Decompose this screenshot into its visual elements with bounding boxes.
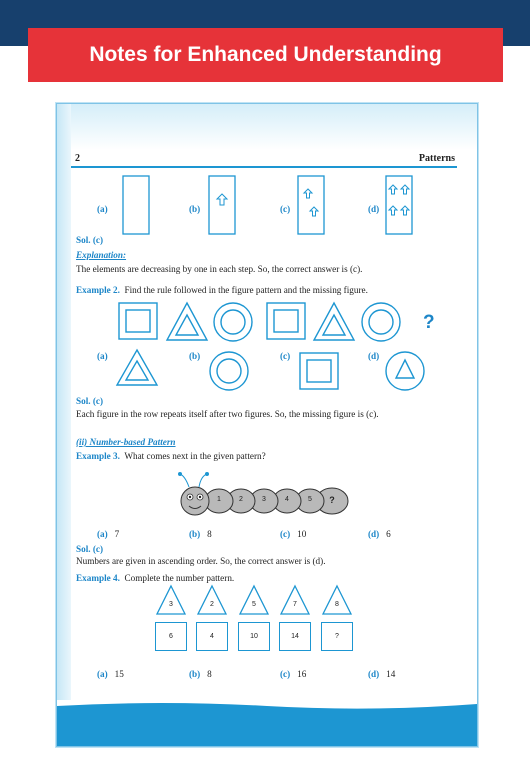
header-rule	[71, 166, 457, 168]
ex4-square-4: 14	[279, 622, 311, 651]
pattern-shape-2-triangle	[164, 300, 210, 344]
ex4-option-b: (b) 8	[189, 669, 212, 679]
ex4-square-2: 4	[196, 622, 228, 651]
caterpillar-number-4: 4	[285, 496, 289, 503]
page-top-gradient	[57, 104, 477, 150]
pattern-shape-1-square	[117, 301, 161, 343]
book-page	[56, 103, 478, 747]
page-bottom-wave	[57, 700, 477, 746]
banner-title: Notes for Enhanced Understanding	[28, 28, 503, 82]
section-title: Patterns	[418, 153, 455, 164]
ex2-option-a-triangle	[114, 347, 160, 389]
q1-option-c-label: (c)	[280, 204, 291, 214]
caterpillar-number-2: 2	[239, 496, 243, 503]
ex4-option-d: (d) 14	[368, 669, 396, 679]
ex4-square-3: 10	[238, 622, 270, 651]
page-number: 2	[75, 153, 80, 164]
number-pattern-heading: (ii) Number-based Pattern	[76, 437, 176, 447]
q1-option-a-label: (a)	[97, 204, 108, 214]
q1-option-b-label: (b)	[189, 204, 201, 214]
ex2-option-d-circle-triangle	[383, 349, 427, 393]
ex4-triangle-1: 3	[155, 584, 187, 616]
example4-text: Complete the number pattern.	[124, 573, 235, 583]
q1-explanation: The elements are decreasing by one in each step. So, the correct answer is (c).	[76, 264, 363, 274]
ex4-square-5: ?	[321, 622, 353, 651]
ex4-option-c: (c) 16	[280, 669, 307, 679]
q1-option-a-figure	[122, 175, 150, 235]
ex2-option-a-label: (a)	[97, 351, 108, 361]
q1-option-d-figure	[385, 175, 413, 235]
example3-line	[76, 451, 266, 461]
ex4-square-1: 6	[155, 622, 187, 651]
example3-text: What comes next in the given pattern?	[124, 451, 266, 461]
caterpillar-missing: ?	[329, 495, 335, 505]
q1-solution: Sol. (c)	[76, 235, 104, 245]
pattern-shape-3-circle	[211, 300, 255, 344]
example2-text: Find the rule followed in the figure pattern and the missing figure.	[124, 285, 368, 295]
ex4-triangle-2: 2	[196, 584, 228, 616]
page-header	[75, 153, 455, 164]
ex2-explanation: Each figure in the row repeats itself after two figures. So, the missing figure is (c).	[76, 409, 379, 419]
ex2-option-c-square	[298, 351, 342, 393]
ex3-solution: Sol. (c)	[76, 544, 104, 554]
ex4-triangle-5: 8	[321, 584, 353, 616]
q1-option-b-figure	[208, 175, 236, 235]
ex2-option-d-label: (d)	[368, 351, 380, 361]
ex3-option-b: (b) 8	[189, 529, 212, 539]
missing-figure-mark: ?	[423, 312, 435, 333]
example4-label: Example 4.	[76, 573, 120, 583]
ex4-triangle-3: 5	[238, 584, 270, 616]
caterpillar-number-1: 1	[217, 496, 221, 503]
ex4-triangle-4: 7	[279, 584, 311, 616]
page-left-strip	[57, 104, 71, 704]
ex3-explanation: Numbers are given in ascending order. So, the correct answer is (d).	[76, 556, 326, 566]
caterpillar-number-5: 5	[308, 496, 312, 503]
ex3-option-d: (d) 6	[368, 529, 391, 539]
example2-label: Example 2.	[76, 285, 120, 295]
pattern-shape-6-circle	[359, 300, 403, 344]
caterpillar-figure	[176, 466, 356, 524]
ex4-option-a: (a) 15	[97, 669, 124, 679]
ex3-option-a: (a) 7	[97, 529, 120, 539]
pattern-shape-4-square	[265, 301, 309, 343]
example4-line	[76, 573, 234, 583]
example2-line	[76, 285, 368, 295]
q1-option-c-figure	[297, 175, 325, 235]
example3-label: Example 3.	[76, 451, 120, 461]
ex3-option-c: (c) 10	[280, 529, 307, 539]
pattern-shape-5-triangle	[311, 300, 357, 344]
ex2-option-c-label: (c)	[280, 351, 291, 361]
caterpillar-number-3: 3	[262, 496, 266, 503]
explanation-heading: Explanation:	[76, 250, 127, 260]
ex2-solution: Sol. (c)	[76, 396, 104, 406]
ex2-option-b-circle	[207, 349, 251, 393]
q1-option-d-label: (d)	[368, 204, 380, 214]
ex2-option-b-label: (b)	[189, 351, 201, 361]
